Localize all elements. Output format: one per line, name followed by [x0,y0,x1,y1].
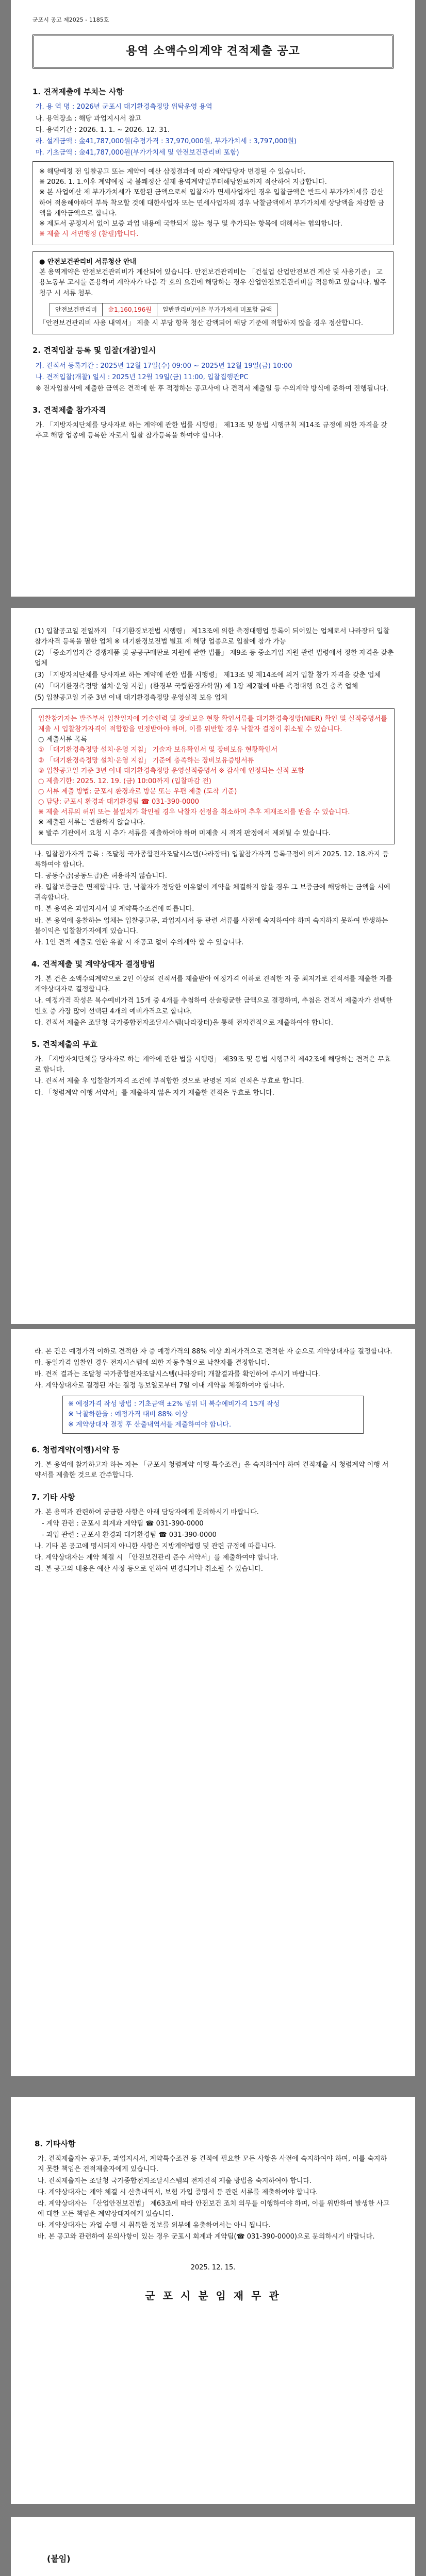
note-item: ※ 본 사업예산 제 부가가치세가 포함된 금액으로써 입찰자가 면세사업자인 경우 입찰금액은 반드시 부가가치세를 감산하여 적용해야하며 부득 착오할 것에 대한사업자 또는 면세사업자의 경우 낙찰금액에서 부가가치세 상당액을 차감한 금액을 계약금액으로 합니다. [39,189,385,217]
misc-line: 라. 계약상대자는 「산업안전보건법」 제63조에 따라 안전보건 조치 의무를 이행하여야 하며, 이를 위반하여 발생한 사고에 대한 모든 책임은 계약상대자에게 있습니다. [38,2199,390,2218]
qualification-item: (3) 「지방자치단체를 당사자로 하는 계약에 관한 법률 시행령」 제13조 및 제14조에 의거 입찰 참가 자격을 갖춘 업체 [35,671,381,679]
page-2 [11,608,415,1324]
qualification-item: (2) 「중소기업자간 경쟁제품 및 공공구매판로 지원에 관한 법률」 제9조 등 중소기업 지원 관련 법령에서 정한 자격을 갖춘 업체 [35,649,394,668]
section-5-heading: 5. 견적제출의 무효 [31,1039,98,1049]
note-item: ※ 2026. 1. 1.이후 계약예정 국 불쾌정산 실제 용역계약일부터해당완료까지 적산하여 지급합니다. [39,178,327,187]
attachment-label: (붙임) [47,2554,71,2564]
misc-line: 바. 본 공고와 관련하여 문의사항이 있는 경우 군포시 회계과 계약팀(☎ 031-390-0000)으로 문의하시기 바랍니다. [38,2233,375,2241]
section-7-line: 다. 계약상대자는 계약 체결 시 「안전보건관리 준수 서약서」를 제출하여야 합니다. [35,1554,279,1562]
section-5-b: 나. 견적서 제출 후 입찰참가자격 조건에 부적합한 것으로 판명된 자의 견적은 무효로 합니다. [35,1077,304,1086]
warning-line: ① 「대기환경측정망 설치·운영 지침」 기술자 보유확인서 및 장비보유 현황확인서 [38,746,278,754]
notice-line: ※ 계약상대자 결정 후 산출내역서를 제출하여야 합니다. [68,1420,232,1429]
section-1-heading: 1. 견적제출에 부치는 사항 [32,87,124,97]
service-name: 가. 용 역 명 : 2026년 군포시 대기환경측정망 위탁운영 용역 [36,103,212,111]
section-3-heading: 3. 견적제출 참가자격 [32,405,106,415]
warning-line: ※ 발주 기관에서 요청 시 추가 서류를 제출하여야 하며 미제출 시 적격 판정에서 제외될 수 있습니다. [38,829,331,837]
page-5 [11,2517,415,2576]
bullet-item: 마. 본 용역은 과업지시서 및 계약특수조건에 따릅니다. [35,905,194,913]
notice-line: ※ 낙찰하한율 : 예정가격 대비 88% 이상 [68,1410,188,1418]
qualification-item: (1) 입찰공고일 전일까지 「대기환경보전법 시행령」 제13조에 의한 측정대행업 등록이 되어있는 업체로서 나라장터 입찰참가자격 등록을 필한 업체 ※ 대기환경보전법 별표 제 해당 업종으로 입찰에 참가 가능 [35,628,390,646]
note-item: ※ 해당예정 전 입찰공고 또는 계약이 예산 삽정결과에 따라 계약담당자 변경될 수 있습니다. [39,168,306,176]
labor-box-text: 본 용역계약은 안전보건관리비가 계산되어 있습니다. 안전보건관리비는 「건설업 산업안전보건 계산 및 사용기준」 고용노동부 고시를 준용하며 계약자가 다음 각 호의 요건에 해당하는 경우 산업안전보건관리비를 적용하고 있습니다. 발주 청구 시 서류 첨부. [39,268,387,297]
labor-table-amount: 金1,160,196원 [103,303,157,316]
service-place: 나. 용역장소 : 해당 과업지시서 참고 [36,114,141,123]
warning-line: ※ 제출된 서류는 반환하지 않습니다. [38,819,145,827]
section-4-b: 나. 예정가격 작성은 복수예비가격 15개 중 4개를 추첨하여 산술평균한 금액으로 결정하며, 추첨은 견적서 제출자가 선택한 번호 중 가장 많이 선택된 4개의 예비가격으로 합니다. [35,997,392,1015]
design-amount: 라. 설계금액 : 金41,787,000원(추정가격 : 37,970,000원, 부가가치세 : 3,797,000원) [36,137,297,145]
section-4-heading: 4. 견적제출 및 계약상대자 결정방법 [31,959,155,969]
section-7-line: 가. 본 용역과 관련하여 궁금한 사항은 아래 담당자에게 문의하시기 바랍니다. [35,1508,259,1516]
section-5-c: 다. 「청렴계약 이행 서약서」를 제출하지 않은 자가 제출한 견적은 무효로 합니다. [35,1089,274,1097]
misc-line: 마. 계약상대자는 과업 수행 시 취득한 정보를 외부에 유출하여서는 아니 됩니다. [38,2222,271,2230]
bullet-item: 나. 입찰참가자격 등록 : 조달청 국가종합전자조달시스템(나라장터) 입찰참가자격 등록규정에 의거 2025. 12. 18.까지 등록하여야 합니다. [35,850,389,869]
note-item: ※ 제출 시 서면행정 (참필)합니다. [39,230,139,238]
warning-line: 입찰참가자는 발주부서 입찰일자에 기술인력 및 장비보유 현황 확인서류를 대기환경측정망(NIER) 확인 및 실적증명서를 제출 시 입찰참가자격이 적합함을 인정받아야 하며, 이를 위반할 경우 낙찰자 결정이 취소될 수 있습니다. [38,715,387,734]
misc-line: 다. 계약상대자는 계약 체결 시 산출내역서, 보험 가입 증명서 등 관련 서류를 제출하여야 합니다. [38,2188,318,2196]
section-6-heading: 6. 청렴계약(이행)서약 등 [31,1445,120,1454]
base-amount: 마. 기초금액 : 金41,787,000원(부가가치세 및 안전보건관리비 포함) [36,148,239,157]
warning-line: ○ 서류 제출 방법: 군포시 환경과로 방문 또는 우편 제출 (도착 기준) [38,787,237,795]
section-5-a: 가. 「지방자치단체를 당사자로 하는 계약에 관한 법률 시행령」 제39조 및 동법 시행규칙 제42조에 해당하는 견적은 무효로 합니다. [35,1056,391,1074]
notes-box [32,161,394,245]
page-3 [11,1329,415,2076]
section-7-heading: 7. 기타 사항 [31,1492,75,1502]
notice-line: ※ 예정가격 작성 방법 : 기초금액 ±2% 범위 내 복수예비가격 15개 작성 [68,1400,280,1408]
decision-line: 마. 동일가격 입찰인 경우 전자시스템에 의한 자동추첨으로 낙찰자를 결정합니다. [35,1359,270,1367]
section-7-line: - 과업 관련 : 군포시 환경과 대기환경팀 ☎ 031-390-0000 [42,1531,217,1539]
misc-line: 가. 견적제출자는 공고문, 과업지시서, 계약특수조건 등 견적에 필요한 모든 사항을 사전에 숙지하여야 하며, 이를 숙지하지 못한 책임은 견적제출자에게 있습니다. [38,2155,387,2174]
qualification-item: (4) 「대기환경측정망 설치·운영 지침」(환경부 국립환경과학원) 제 1장 제2절에 따른 측정대행 요건 충족 업체 [35,682,358,690]
section-3-text: 가. 「지방자치단체를 당사자로 하는 계약에 관한 법률 시행령」 제13조 및 동법 시행규칙 제14조 규정에 의한 자격을 갖추고 해당 업종에 등록한 자로서 입찰 참가등록을 하여야 합니다. [36,421,387,440]
section-2-heading: 2. 견적입찰 등록 및 입찰(개찰)일시 [32,346,156,355]
submission-warning-box [31,708,395,844]
section-7-line: - 계약 관련 : 군포시 회계과 계약팀 ☎ 031-390-0000 [42,1519,204,1528]
labor-table-note: 일반관리비/이윤 부가가치세 미포함 금액 [157,303,277,316]
bullet-item: 다. 공동수급(공동도급)은 허용하지 않습니다. [35,872,167,880]
warning-line: ③ 입찰공고일 기준 3년 이내 대기환경측정망 운영실적증명서 ※ 감사에 인정되는 실적 포함 [38,767,304,775]
warning-line: ○ 담당: 군포시 환경과 대기환경팀 ☎ 031-390-0000 [38,798,200,806]
labor-box-head: ● 안전보건관리비 서류청산 안내 [39,258,137,266]
page-4 [11,2097,415,2504]
note-item: ※ 제도서 공정지서 없이 보증 과업 내용에 국한되지 않는 청구 및 추가되는 항목에 대해서는 협의합니다. [39,219,342,228]
section-2-note: ※ 전자입찰서에 제출한 금액은 견적에 한 후 적정하는 공고사에 나 견적서 제출일 등 수의계약 방식에 준하여 진행됩니다. [36,384,388,393]
service-period: 다. 용역기간 : 2026. 1. 1. ~ 2026. 12. 31. [36,126,170,134]
decision-line: 사. 계약상대자로 결정된 자는 결정 통보일로부터 7일 이내 계약을 체결하여야 합니다. [35,1382,285,1390]
document-number: 군포시 공고 제2025 - 1185호 [32,16,109,23]
section-4-a: 가. 본 건은 소액수의계약으로 2인 이상의 견적서를 제출받아 예정가격 이하로 견적한 자 중 최저가로 견적서를 제출한 자를 계약상대자로 결정합니다. [35,975,392,994]
qualification-item: (5) 입찰공고일 기준 3년 이내 대기환경측정망 운영실적 보유 업체 [35,693,227,702]
decision-line: 바. 견적 결과는 조달청 국가종합전자조달시스템(나라장터) 개찰결과를 확인하여 주시기 바랍니다. [35,1370,320,1379]
section-7-line: 라. 본 공고의 내용은 예산 사정 등으로 인하여 변경되거나 취소될 수 있습니다. [35,1565,264,1573]
labor-cost-box [32,251,394,334]
section-8-heading: 8. 기타사항 [35,2139,76,2148]
page-1 [11,0,415,597]
notice-box [62,1396,364,1434]
signer-name: 군 포 시 분 임 재 무 관 [145,2289,281,2302]
labor-cost-table [50,303,277,317]
section-6-text: 가. 본 용역에 참가하고자 하는 자는 「군포시 청렴계약 이행 특수조건」을 숙지하여야 하며 견적제출 시 청렴계약 이행 서약서를 제출한 것으로 간주합니다. [35,1461,389,1480]
bullet-item: 라. 입찰보증금은 면제합니다. 단, 낙찰자가 정당한 이유없이 계약을 체결하지 않을 경우 그 보증금에 해당하는 금액을 시에 귀속합니다. [35,884,390,902]
decision-line: 라. 본 건은 예정가격 이하로 견적한 자 중 예정가격의 88% 이상 최저가격으로 견적한 자 순으로 계약상대자를 결정합니다. [35,1348,392,1355]
notice-date: 2025. 12. 15. [190,2264,236,2272]
opening-datetime: 나. 견적입찰(개찰) 일시 : 2025년 12월 19일(금) 11:00, 입찰집행관PC [36,373,249,381]
warning-line: ○ 제출서류 목록 [38,736,87,744]
warning-line: ② 「대기환경측정망 설치·운영 지침」 기준에 충족하는 장비보유증빙서류 [38,756,254,765]
labor-box-footer: 「안전보건관리비 사용 내역서」 제출 시 부당 항목 청산 감액되어 해당 기준에 적합하지 않을 경우 정산합니다. [39,319,363,328]
misc-line: 나. 견적제출자는 조달청 국가종합전자조달시스템의 전자견적 제출 방법을 숙지하여야 합니다. [38,2177,312,2185]
warning-line: ○ 제출기한: 2025. 12. 19. (금) 10:00까지 (입찰마감 전) [38,777,211,785]
labor-table-label: 안전보건관리비 [50,303,103,316]
section-7-line: 나. 기타 본 공고에 명시되지 아니한 사항은 지방계약법령 및 관련 규정에 따릅니다. [35,1543,276,1551]
bullet-item: 바. 본 용역에 응찰하는 업체는 입찰공고문, 과업지시서 등 관련 서류를 사전에 숙지하여야 하며 숙지하지 못하여 발생하는 불이익은 입찰참가자에게 있습니다. [35,917,388,935]
bullet-item: 사. 1인 견적 제출로 인한 유찰 시 재공고 없이 수의계약 할 수 있습니다. [35,938,244,946]
warning-line: ※ 제출 서류의 허위 또는 불일치가 확인될 경우 낙찰자 선정을 취소하며 추후 제재조치를 받을 수 있습니다. [38,808,350,817]
section-4-c: 다. 견적서 제출은 조달청 국가종합전자조달시스템(나라장터)을 통해 전자견적으로 제출하여야 합니다. [35,1019,333,1027]
page-title: 용역 소액수의계약 견적제출 공고 [32,35,394,69]
registration-period: 가. 견적서 등록기간 : 2025년 12월 17일(수) 09:00 ~ 2025년 12월 19일(금) 10:00 [36,362,292,370]
